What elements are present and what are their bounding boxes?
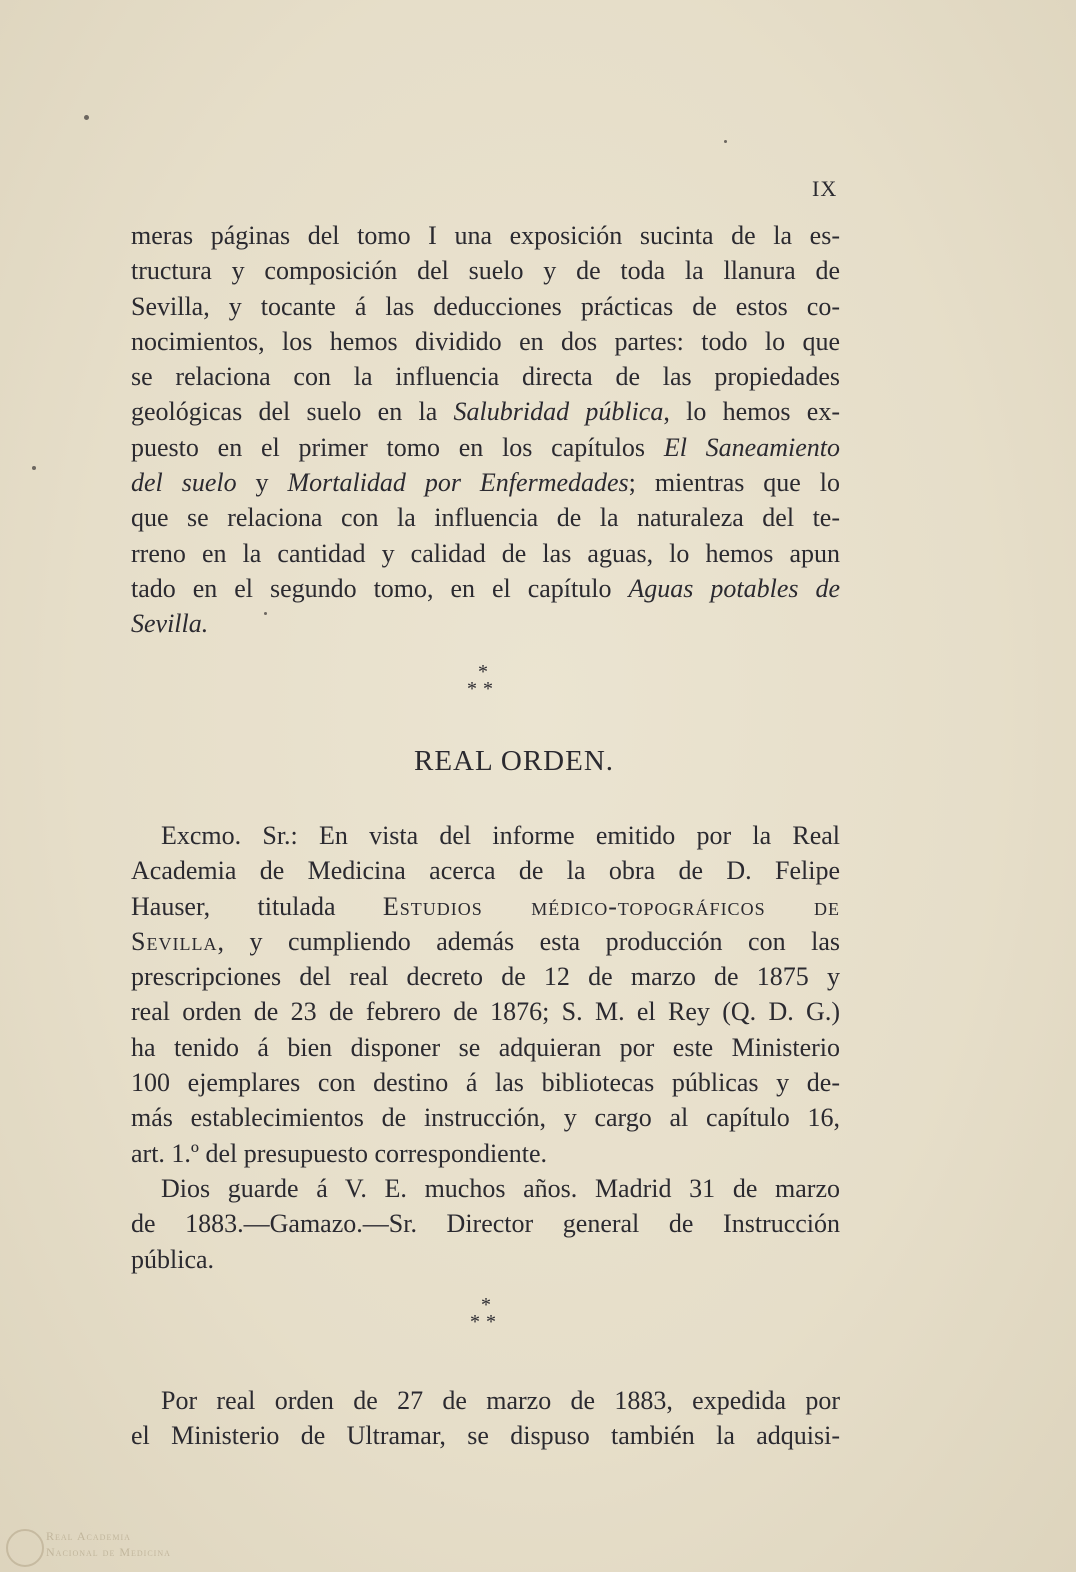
stamp-line: Real Academia [46,1529,131,1543]
paper-speck [32,466,36,470]
italic-title: del suelo [131,468,237,498]
asterism-bottom: ** [467,678,499,700]
italic-title: Sevilla. [131,609,209,639]
small-caps-title: Sevilla [131,926,218,956]
italic-title: El Saneamiento [663,432,840,462]
text-line: Por real orden de 27 de marzo de 1883, expedida por [161,1386,840,1415]
section-heading [0,745,1076,778]
stamp-line: Nacional de Medicina [46,1545,171,1559]
text-run: ; mientras que lo [628,468,841,498]
text-line [131,889,840,924]
paper-speck [84,115,89,120]
text-line: nocimientos, los hemos dividido en dos partes: todo lo que [131,326,840,356]
text-line [131,606,840,641]
page-number: IX [812,176,838,201]
text-line: Academia de Medicina acerca de la obra de D. Felipe [131,856,840,886]
text-line: tructura y composición del suelo y de toda la llanura de [131,256,840,286]
paragraph-soil-studies [131,218,840,642]
small-caps-title: Estudios médico-topográficos de [382,891,840,921]
text-line: ha tenido á bien disponer se adquieran por este Ministerio [131,1032,840,1062]
text-line: prescripciones del real decreto de 12 de marzo de 1875 y [131,962,840,992]
text-run: puesto en el primer tomo en los capítulos [131,432,664,462]
text-line [131,430,840,465]
asterism-top: * [481,1294,491,1316]
text-run: y [236,468,288,498]
text-line: meras páginas del tomo I una exposición sucinta de la es- [131,221,840,250]
text-line: Excmo. Sr.: En vista del informe emitido por la Real [161,821,840,850]
text-line: el Ministerio de Ultramar, se dispuso también la adquisi- [131,1421,840,1451]
text-line: Dios guarde á V. E. muchos años. Madrid 31 de marzo [161,1173,840,1203]
text-line [131,924,840,959]
paragraph-royal-order [131,818,840,1277]
library-stamp [6,1527,206,1567]
paper-speck [724,140,727,143]
text-line: se relaciona con la influencia directa de las propiedades [131,362,840,392]
paragraph-ultramar [131,1383,840,1454]
text-line: Sevilla, y tocante á las deducciones prácticas de estos co- [131,291,840,321]
text-line: real orden de 23 de febrero de 1876; S. M. el Rey (Q. D. G.) [131,997,840,1027]
text-run: geológicas del suelo en la [131,397,454,427]
italic-title: Mortalidad por Enfermedades [287,468,629,498]
text-run: , lo hemos ex- [663,397,840,427]
text-line: pública. [131,1244,215,1274]
text-line: más establecimientos de instrucción, y cargo al capítulo 16, [131,1103,840,1133]
text-line: rreno en la cantidad y calidad de las aguas, lo hemos apun [131,538,840,568]
asterism-top: * [478,661,488,683]
text-run: tado en el segundo tomo, en el capítulo [131,573,629,603]
italic-title: Salubridad pública [453,397,664,427]
text-line [131,465,840,500]
heading-text: REAL ORDEN. [413,745,615,777]
academy-seal-icon [6,1529,44,1567]
asterism-bottom: ** [470,1311,502,1333]
text-line: que se relaciona con la influencia de la naturaleza del te- [131,503,840,533]
text-line: art. 1.º del presupuesto correspondiente. [131,1138,547,1168]
text-run: Hauser, titulada [131,891,383,921]
asterism-divider [453,661,513,700]
italic-title: Aguas potables de [628,573,840,603]
text-line [131,394,840,429]
text-line: 100 ejemplares con destino á las bibliotecas públicas y de- [131,1068,840,1098]
text-line [131,571,840,606]
text-line: de 1883.—Gamazo.—Sr. Director general de Instrucción [131,1209,840,1239]
asterism-divider [456,1294,516,1333]
text-run: , y cumpliendo además esta producción con las [217,926,840,956]
